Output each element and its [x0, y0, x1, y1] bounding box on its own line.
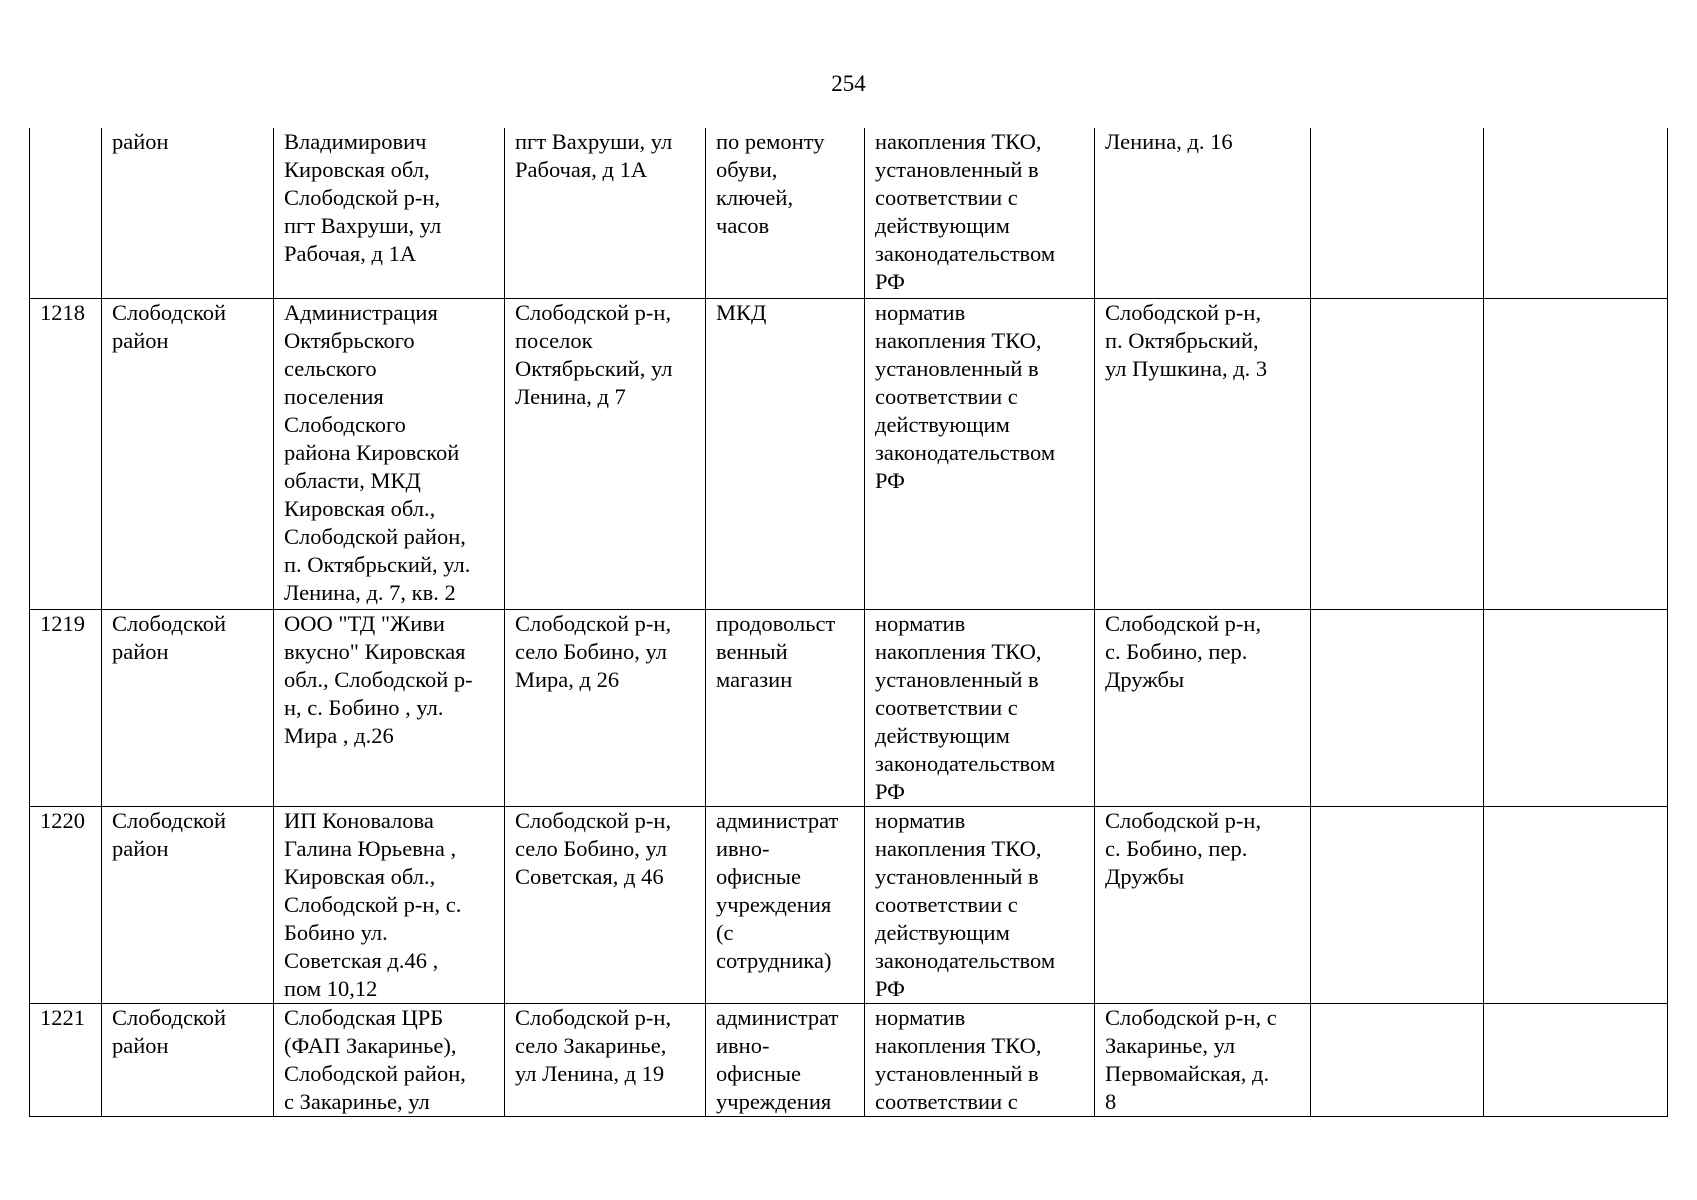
owner-cell: Слободская ЦРБ (ФАП Закаринье), Слободской район, с Закаринье, ул [274, 1003, 505, 1116]
collection-site-cell: Слободской р-н, с. Бобино, пер. Дружбы [1095, 609, 1311, 806]
row-number-cell: 1221 [30, 1003, 102, 1116]
owner-cell: Администрация Октябрьского сельского поселения Слободского района Кировской области, МКД Кировская обл., Слободской район, п. Октябрьский, ул. Ленина, д. 7, кв. 2 [274, 298, 505, 609]
norm-cell: норматив накопления ТКО, установленный в соответствии с [865, 1003, 1095, 1116]
extra-cell-1 [1311, 1003, 1484, 1116]
collection-site-cell: Слободской р-н, с. Бобино, пер. Дружбы [1095, 806, 1311, 1003]
activity-cell: МКД [706, 298, 865, 609]
address-cell: Слободской р-н, село Закаринье, ул Ленина, д 19 [505, 1003, 706, 1116]
extra-cell-2 [1484, 806, 1668, 1003]
norm-cell: норматив накопления ТКО, установленный в соответствии с действующим законодательством РФ [865, 298, 1095, 609]
owner-cell: Владимирович Кировская обл, Слободской р-н, пгт Вахруши, ул Рабочая, д 1А [274, 128, 505, 298]
page-number: 254 [831, 71, 866, 96]
table-row [30, 298, 1668, 609]
extra-cell-1 [1311, 128, 1484, 298]
extra-cell-2 [1484, 298, 1668, 609]
extra-cell-2 [1484, 609, 1668, 806]
norm-cell: накопления ТКО, установленный в соответствии с действующим законодательством РФ [865, 128, 1095, 298]
address-cell: Слободской р-н, село Бобино, ул Мира, д 26 [505, 609, 706, 806]
extra-cell-1 [1311, 609, 1484, 806]
collection-site-cell: Ленина, д. 16 [1095, 128, 1311, 298]
district-cell: Слободской район [102, 298, 274, 609]
district-cell: Слободской район [102, 1003, 274, 1116]
table-row [30, 806, 1668, 1003]
extra-cell-1 [1311, 806, 1484, 1003]
row-number-cell: 1220 [30, 806, 102, 1003]
extra-cell-2 [1484, 128, 1668, 298]
row-number-cell: 1219 [30, 609, 102, 806]
collection-site-cell: Слободской р-н, с Закаринье, ул Первомайская, д. 8 [1095, 1003, 1311, 1116]
activity-cell: продовольст венный магазин [706, 609, 865, 806]
extra-cell-2 [1484, 1003, 1668, 1116]
district-cell: район [102, 128, 274, 298]
table-row [30, 128, 1668, 298]
row-number-cell [30, 128, 102, 298]
table-row [30, 609, 1668, 806]
activity-cell: администрат ивно- офисные учреждения (с сотрудника) [706, 806, 865, 1003]
norm-cell: норматив накопления ТКО, установленный в соответствии с действующим законодательством РФ [865, 806, 1095, 1003]
row-number-cell: 1218 [30, 298, 102, 609]
address-cell: Слободской р-н, село Бобино, ул Советская, д 46 [505, 806, 706, 1003]
waste-sites-table [29, 128, 1668, 1117]
owner-cell: ИП Коновалова Галина Юрьевна , Кировская обл., Слободской р-н, с. Бобино ул. Советская д.46 , пом 10,12 [274, 806, 505, 1003]
norm-cell: норматив накопления ТКО, установленный в соответствии с действующим законодательством РФ [865, 609, 1095, 806]
address-cell: пгт Вахруши, ул Рабочая, д 1А [505, 128, 706, 298]
district-cell: Слободской район [102, 806, 274, 1003]
district-cell: Слободской район [102, 609, 274, 806]
activity-cell: по ремонту обуви, ключей, часов [706, 128, 865, 298]
owner-cell: ООО "ТД "Живи вкусно" Кировская обл., Слободской р- н, с. Бобино , ул. Мира , д.26 [274, 609, 505, 806]
collection-site-cell: Слободской р-н, п. Октябрьский, ул Пушкина, д. 3 [1095, 298, 1311, 609]
address-cell: Слободской р-н, поселок Октябрьский, ул Ленина, д 7 [505, 298, 706, 609]
activity-cell: администрат ивно- офисные учреждения [706, 1003, 865, 1116]
table-row [30, 1003, 1668, 1116]
extra-cell-1 [1311, 298, 1484, 609]
